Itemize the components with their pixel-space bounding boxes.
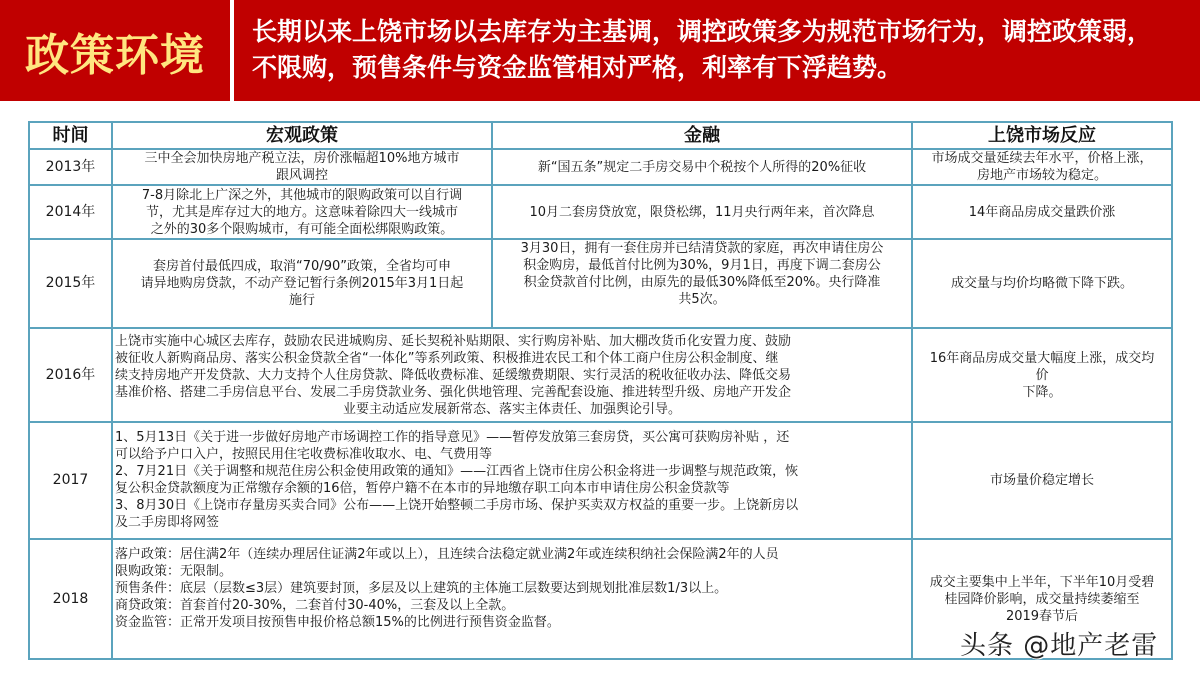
cell-line: 3月30日，拥有一套住房并已结清贷款的家庭，再次申请住房公: [520, 241, 884, 256]
macro-finance-merged-cell: [112, 422, 912, 539]
cell-line: 桂园降价影响，成交量持续萎缩至: [944, 591, 1140, 607]
cell-line: 商贷政策：首套首付20-30%，二套首付30-40%，三套及以上全款。: [115, 598, 515, 613]
watermark-text: 头条 @地产老雷: [960, 631, 1159, 661]
market-reaction-cell: [912, 422, 1172, 539]
cell-line: 及二手房即将网签: [115, 515, 220, 530]
year-cell: 2015年: [29, 239, 112, 328]
macro-finance-merged-cell: [112, 328, 912, 422]
cell-line: 续支持房地产开发贷款、大力支持个人住房贷款、降低收费标准、延缓缴费期限、实行灵活的税收征收办法、降低交易: [115, 367, 792, 383]
cell-line: 基准价格、搭建二手房信息平台、发展二手房贷款业务、强化供地管理、完善配套设施、推进转型升级、房地产开发企: [115, 384, 792, 400]
policy-table: [28, 121, 1173, 660]
cell-line: 预售条件：底层（层数≤3层）建筑要封顶，多层及以上建筑的主体施工层数要达到规划批准层数1/3以上。: [115, 581, 728, 596]
cell-line: 新“国五条”规定二手房交易中个税按个人所得的20%征收: [537, 159, 867, 175]
year-cell: 2017: [29, 422, 112, 539]
cell-line: 市场成交量延续去年水平，价格上涨，: [931, 151, 1153, 166]
cell-line: 16年商品房成交量大幅度上涨，成交均: [929, 350, 1155, 366]
cell-line: 节，尤其是库存过大的地方。这意味着除四大一线城市: [145, 204, 458, 220]
cell-line: 跟风调控: [275, 168, 328, 183]
cell-line: 积金购房，最低首付比例为30%，9月1日，再度下调二套房公: [523, 258, 881, 273]
policy-table-container: [28, 121, 1171, 660]
table-row: [29, 149, 1172, 185]
header-time: 时间: [29, 122, 112, 149]
macro-finance-merged-cell: [112, 539, 912, 659]
cell-line: 2、7月21日《关于调整和规范住房公积金使用政策的通知》——江西省上饶市住房公积金将进一步调整与规范政策，恢: [115, 464, 799, 479]
year-cell: 2014年: [29, 185, 112, 239]
cell-line: 房地产市场较为稳定。: [976, 168, 1107, 183]
table-row: [29, 422, 1172, 539]
summary-line-1: 长期以来上饶市场以去库存为主基调，调控政策多为规范市场行为，调控政策弱，: [252, 17, 1153, 46]
cell-line: 1、5月13日《关于进一步做好房地产市场调控工作的指导意见》——暂停发放第三套房贷，买公寓可获购房补贴 ，还: [115, 430, 790, 445]
macro-policy-cell: [112, 239, 492, 328]
cell-line: 施行: [288, 293, 315, 308]
cell-line: 复公积金贷款额度为正常缴存余额的16倍，暂停户籍不在本市的异地缴存职工向本市申请住房公积金贷款等: [115, 481, 730, 496]
table-row: [29, 185, 1172, 239]
summary-block: [234, 0, 1200, 101]
cell-line: 上饶市实施中心城区去库存，鼓励农民进城购房、延长契税补贴期限、实行购房补贴、加大棚改货币化安置力度、鼓励: [115, 333, 792, 349]
cell-line: 7-8月除北上广深之外，其他城市的限购政策可以自行调: [141, 187, 463, 203]
cell-line: 市场量价稳定增长: [989, 473, 1094, 488]
market-reaction-cell: [912, 149, 1172, 185]
cell-line: 可以给予户口入户，按照民用住宅收费标准收取水、电、气费用等: [115, 447, 493, 462]
macro-policy-cell: [112, 149, 492, 185]
table-header-row: [29, 122, 1172, 149]
cell-line: 2019春节后: [1005, 608, 1079, 624]
cell-line: 请异地购房贷款，不动产登记暂行条例2015年3月1日起: [140, 276, 464, 291]
cell-line: 14年商品房成交量跌价涨: [968, 204, 1116, 220]
cell-line: 10月二套房贷放宽，限贷松绑，11月央行两年来，首次降息: [529, 204, 875, 220]
finance-cell: [492, 185, 912, 239]
year-cell: 2013年: [29, 149, 112, 185]
cell-line: 3、8月30日《上饶市存量房买卖合同》公布——上饶开始整顿二手房市场、保护买卖双方权益的重要一步。上饶新房以: [115, 498, 799, 513]
macro-policy-cell: [112, 185, 492, 239]
table-row: [29, 239, 1172, 328]
cell-line: 下降。: [1022, 384, 1062, 400]
page-title: 政策环境: [25, 29, 205, 81]
title-block: [0, 0, 230, 101]
cell-line: 被征收人新购商品房、落实公积金贷款全省“一体化”等系列政策、积极推进农民工和个体工商户住房公积金制度、继: [115, 350, 779, 366]
header-banner: [0, 0, 1200, 101]
table-row: [29, 328, 1172, 422]
header-finance: 金融: [492, 122, 912, 149]
market-reaction-cell: [912, 328, 1172, 422]
cell-line: 之外的30多个限购城市，有可能全面松绑限购政策。: [150, 221, 454, 237]
header-market-reaction: 上饶市场反应: [912, 122, 1172, 149]
year-cell: 2018: [29, 539, 112, 659]
cell-line: 成交量与均价均略微下降下跌。: [950, 276, 1133, 291]
cell-line: 三中全会加快房地产税立法，房价涨幅超10%地方城市: [144, 151, 460, 166]
cell-line: 成交主要集中上半年，下半年10月受碧: [929, 574, 1155, 590]
market-reaction-cell: [912, 239, 1172, 328]
cell-line: 共5次。: [678, 292, 726, 307]
market-reaction-cell: [912, 185, 1172, 239]
finance-cell: [492, 239, 912, 328]
cell-line: 价: [1035, 367, 1049, 383]
summary-line-2: 不限购，预售条件与资金监管相对严格，利率有下浮趋势。: [252, 53, 903, 82]
cell-line: 业要主动适应发展新常态、落实主体责任、加强舆论引导。: [342, 401, 681, 417]
cell-line: 资金监管：正常开发项目按预售申报价格总额15%的比例进行预售资金监督。: [115, 615, 560, 630]
cell-line: 落户政策：居住满2年（连续办理居住证满2年或以上），且连续合法稳定就业满2年或连续积纳社会保险满2年的人员: [115, 547, 779, 562]
finance-cell: [492, 149, 912, 185]
cell-line: 套房首付最低四成，取消“70/90”政策，全省均可申: [153, 259, 451, 274]
header-macro-policy: 宏观政策: [112, 122, 492, 149]
year-cell: 2016年: [29, 328, 112, 422]
cell-line: 积金贷款首付比例，由原先的最低30%降低至20%。央行降准: [523, 275, 881, 290]
cell-line: 限购政策：无限制。: [115, 564, 233, 579]
